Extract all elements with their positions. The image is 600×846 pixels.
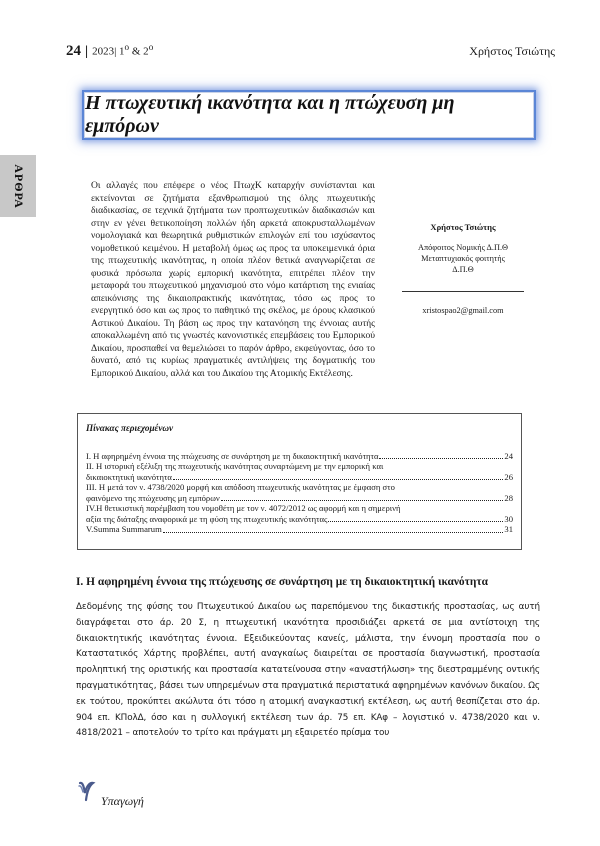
page-number: 24 [66, 42, 81, 59]
category-label: ΑΡΘΡΑ [11, 163, 26, 209]
table-of-contents [77, 413, 522, 550]
article-abstract: Οι αλλαγές που επέφερε ο νέος ΠτωχΚ καταρχήν συνίστανται και εκτείνονται σε ζητήματα εξανθρωπισμού της όλης πτωχευτικής διαδικασίας, σε τεχνικά ζητήματα των προπτωχευτικών διαδικασιών και στην εν γένει θετικοποίηση πολλών ήδη αρκετά αποκρυσταλλωμένων νομολογιακά και θεωρητικά ρυθμιστικών επιλογών επί του ισχύσαντος νομοθετικού κειμένου. Η μεταβολή όμως ως προς τα υποκειμενικά όρια της πτωχευτικής ικανότητας, η οποία πλέον θετικά αναγνωρίζεται σε φυσικά πρόσωπα χωρίς εμπορική ικανότητα, επιτρέπει πλέον την μεταφορά του πτωχευτικού μηχανισμού στο νόμο κατάρτιση της ενιαίας απεικόνισης της δικαιοπρακτικής ικανότητας, τόσο ως προς το ενεργητικό όσο και ως προς το παθητικό της σκέλος, με όρους κλασικού Αστικού Δικαίου. Τη βάση ως προς την κατανόηση της έννοιας αυτής αποκαλλωμένη από τις γνωστές κανονιστικές επεμβάσεις του Εμπορικού Δικαίου, προσπαθεί να θεμελιώσει το παρόν άρθρο, εκφεύγοντας, όσο το δυνατό, από τις κυρίως πραγματικές αντιλήψεις της δογματικής του Εμπορικού Δικαίου, αλλά και του Δικαίου της Ατομικής Εκτέλεσης. [91, 180, 375, 379]
page-header-left [66, 42, 153, 60]
section-body: Δεδομένης της φύσης του Πτωχευτικού Δικαίου ως παρεπόμενου της δικαστικής προστασίας, ως αυτή διαγράφεται στο άρ. 20 Σ, η πτωχευτική ικανότητα προσιδιάζει αρκετά σε μια αντίστοιχη της δικαιοκτητικής ικανότητας έννοια. Εξειδικεύοντας κανείς, μάλιστα, την έννομη προστασία που ο Καταστατικός Χάρτης προβλέπει, αυτή αναγκαίως διαιρείται σε προστασία διαγνωστική, προστασία προληπτική της οριστικής και προστασία κατατείνουσα στην «αναστήλωση» της διεστραμμένης οντικής πραγματικότητας, βάσει των υπηρεμένων στα πραγματικά περιστατικά αφηρημένων κανόνων δικαίου. Ως εκ τούτου, προκύπτει ακώλυτα ότι τόσο η ατομική αναγκαστική εκτέλεση, ως αυτή θεσπίζεται στο άρ. 904 επ. ΚΠολΔ, όσο και η συλλογική εκτέλεση των άρ. 75 επ. ΚΑφ – λογιστικό ν. 4738/2020 και ν. 4818/2021 – αποτελούν το τρίτο και πράγματι μη εξαιρετέο πρίσμα του [76, 602, 540, 739]
author-info [402, 222, 524, 275]
article-title: Η πτωχευτική ικανότητα και η πτώχευση μη εμπόρων [85, 92, 455, 137]
header-separator: | [85, 43, 89, 59]
toc-entry-3[interactable]: III. Η μετά τον ν. 4738/2020 μορφή και απόδοση πτωχευτικής ικανότητας με έμφαση στο φαινόμενο της πτώχευσης μη εμπόρων 28 [86, 482, 513, 503]
toc-title: Πίνακας περιεχομένων [86, 423, 174, 433]
toc-entry-4[interactable]: IV.Η θετικιστική παρέμβαση του νομοθέτη με τον ν. 4072/2012 ως αφορμή και η σημερινή αξία της διάταξης αναφορικά με τη φύση της πτωχευτικής ικανότητας 30 [86, 503, 513, 524]
author-affiliation-2: Μεταπτυχιακός φοιτητής [421, 254, 505, 263]
author-email: xristospao2@gmail.com [422, 306, 504, 315]
author-name: Χρήστος Τσιώτης [430, 222, 496, 232]
toc-entry-5[interactable]: V.Summa Summarum 31 [86, 524, 513, 534]
section-heading: Ι. Η αφηρημένη έννοια της πτώχευσης σε συνάρτηση με τη δικαιοκτητική ικανότητα [76, 576, 488, 588]
journal-name: Υπαγωγή [101, 794, 144, 808]
author-affiliation-3: Δ.Π.Θ [452, 265, 474, 274]
toc-entry-2[interactable]: II. Η ιστορική εξέλιξη της πτωχευτικής ικανότητας συναρτώμενη με την εμπορική και δικαιοκτητική ικανότητα 26 [86, 461, 513, 482]
header-author: Χρήστος Τσιώτης [469, 44, 555, 58]
author-affiliation-1: Απόφοιτος Νομικής Δ.Π.Θ [417, 243, 509, 252]
category-tab [0, 155, 36, 217]
article-title-box [84, 92, 534, 138]
author-divider [402, 291, 524, 292]
toc-entry-1[interactable]: I. Η αφηρημένη έννοια της πτώχευσης σε συνάρτηση με τη δικαιοκτητική ικανότητα 24 [86, 450, 513, 461]
journal-logo-icon [77, 780, 97, 802]
issue-info: 2023| $1^o$ & $2^o$ [92, 42, 154, 58]
